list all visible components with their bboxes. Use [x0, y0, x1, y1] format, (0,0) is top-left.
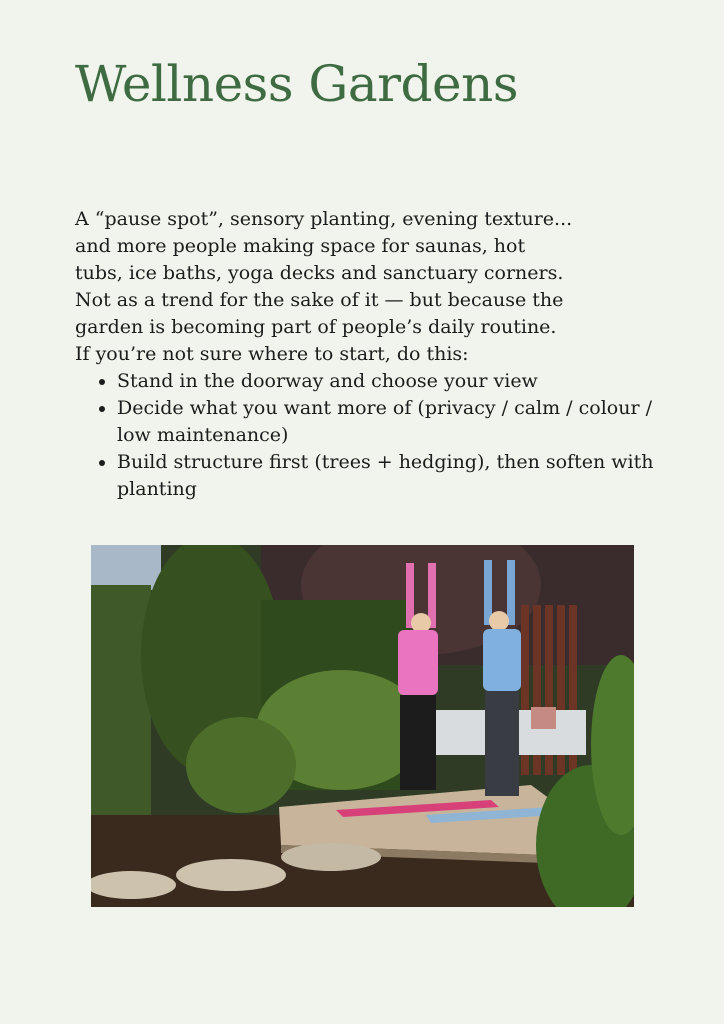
intro-line: tubs, ice baths, yoga decks and sanctuary corners.	[75, 262, 564, 284]
intro-line: and more people making space for saunas, hot	[75, 235, 526, 257]
intro-line: A “pause spot”, sensory planting, evening texture...	[75, 208, 573, 230]
tip-item: • Decide what you want more of (privacy / calm / colour / low maintenance)	[117, 395, 655, 449]
intro-line: garden is becoming part of people’s daily routine.	[75, 316, 557, 338]
intro-line: Not as a trend for the sake of it — but because the	[75, 289, 564, 311]
tip-item: • Build structure first (trees + hedging), then soften with planting	[117, 449, 655, 503]
intro-line: If you’re not sure where to start, do this:	[75, 343, 469, 365]
tip-item: • Stand in the doorway and choose your view	[117, 368, 655, 395]
page-title: Wellness Gardens	[75, 55, 519, 113]
tips-list	[75, 368, 655, 503]
garden-yoga-photo	[91, 545, 634, 907]
intro-section	[75, 206, 655, 503]
